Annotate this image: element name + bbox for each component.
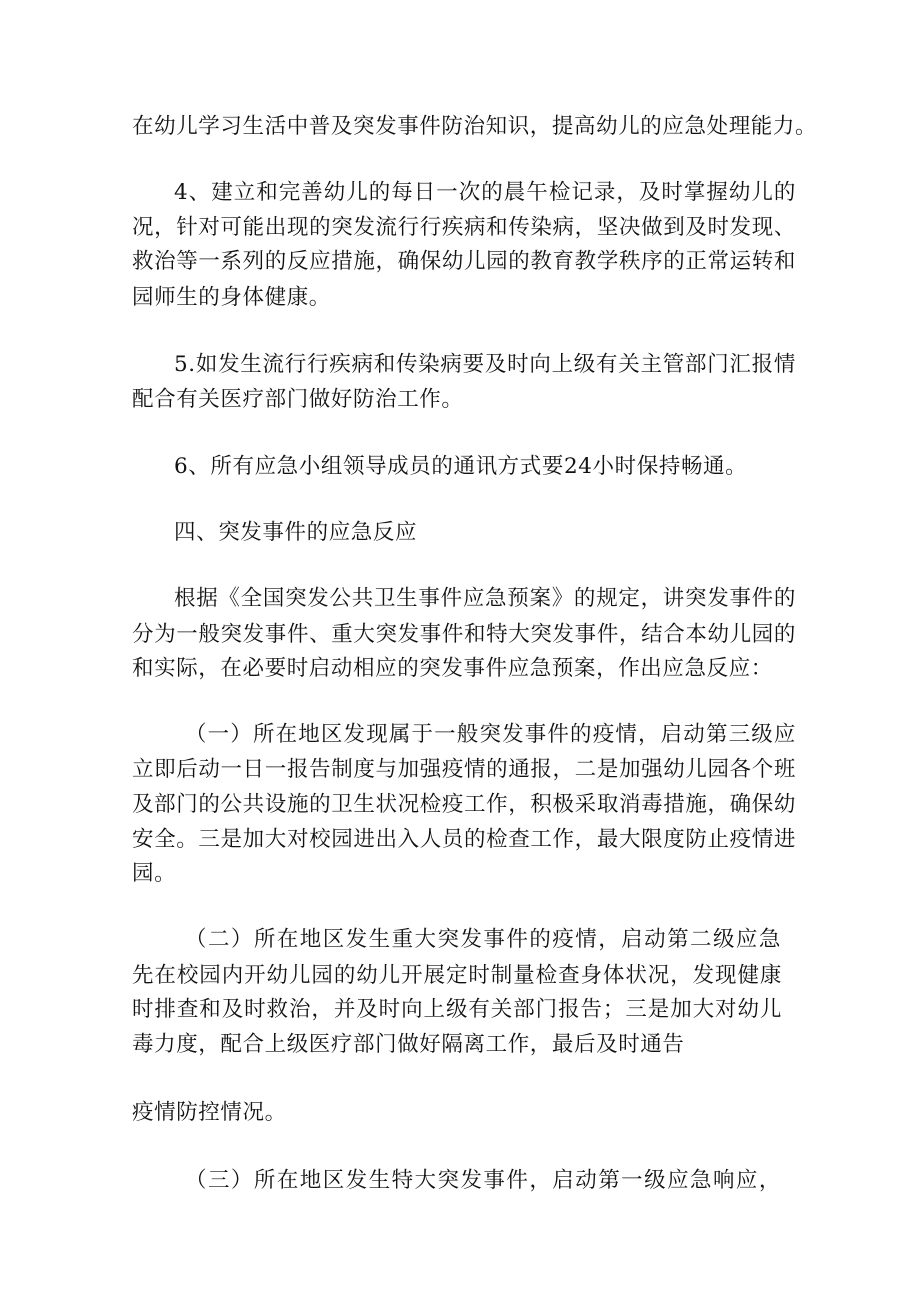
section-heading: 四、突发事件的应急反应 xyxy=(174,520,418,545)
text-line: 时排查和及时救治，并及时向上级有关部门报告；三是加大对幼儿 xyxy=(132,997,782,1022)
text-line: 先在校园内开幼儿园的幼儿开展定时制量检查身体状况，发现健康 xyxy=(132,963,782,988)
text-line: （二）所在地区发生重大突发事件的疫情，启动第二级应急 xyxy=(185,927,781,952)
text-line: 园。 xyxy=(132,861,177,886)
text-line: 根据《全国突发公共卫生事件应急预案》的规定，讲突发事件的 xyxy=(174,586,796,611)
text-line: 配合有关医疗部门做好防治工作。 xyxy=(132,387,464,412)
text-line: 疫情防控情况。 xyxy=(132,1100,287,1125)
text-line: （一）所在地区发现属于一般突发事件的疫情，启动第三级应 xyxy=(185,722,796,747)
text-line: 6、所有应急小组领导成员的通讯方式要24小时保持畅通。 xyxy=(174,454,748,479)
text-line: （三）所在地区发生特大突发事件，启动第一级应急响应， xyxy=(185,1168,781,1193)
text-line: 毒力度，配合上级医疗部门做好隔离工作，最后及时通告 xyxy=(132,1032,685,1057)
text-line: 况，针对可能出现的突发流行行疾病和传染病，坚决做到及时发现、 xyxy=(132,215,796,240)
text-line: 4、建立和完善幼儿的每日一次的晨午检记录，及时掌握幼儿的 xyxy=(174,180,796,205)
text-line: 及部门的公共设施的卫生状况检疫工作，积极采取消毒措施，确保幼 xyxy=(132,792,796,817)
text-line: 分为一般突发事件、重大突发事件和特大突发事件，结合本幼儿园的 xyxy=(132,622,796,647)
text-line: 和实际，在必要时启动相应的突发事件应急预案，作出应急反应： xyxy=(132,656,773,681)
text-line: 5.如发生流行行疾病和传染病要及时向上级有关主管部门汇报情 xyxy=(174,352,796,377)
text-line: 在幼儿学习生活中普及突发事件防治知识，提高幼儿的应急处理能力。 xyxy=(132,114,818,139)
text-line: 园师生的身体健康。 xyxy=(132,285,331,310)
text-line: 立即后动一日一报告制度与加强疫情的通报，二是加强幼儿园各个班 xyxy=(132,757,796,782)
text-line: 救治等一系列的反应措施，确保幼儿园的教育教学秩序的正常运转和 xyxy=(132,249,796,274)
text-line: 安全。三是加大对校园进出入人员的检查工作，最大限度防止疫情进 xyxy=(132,827,796,852)
